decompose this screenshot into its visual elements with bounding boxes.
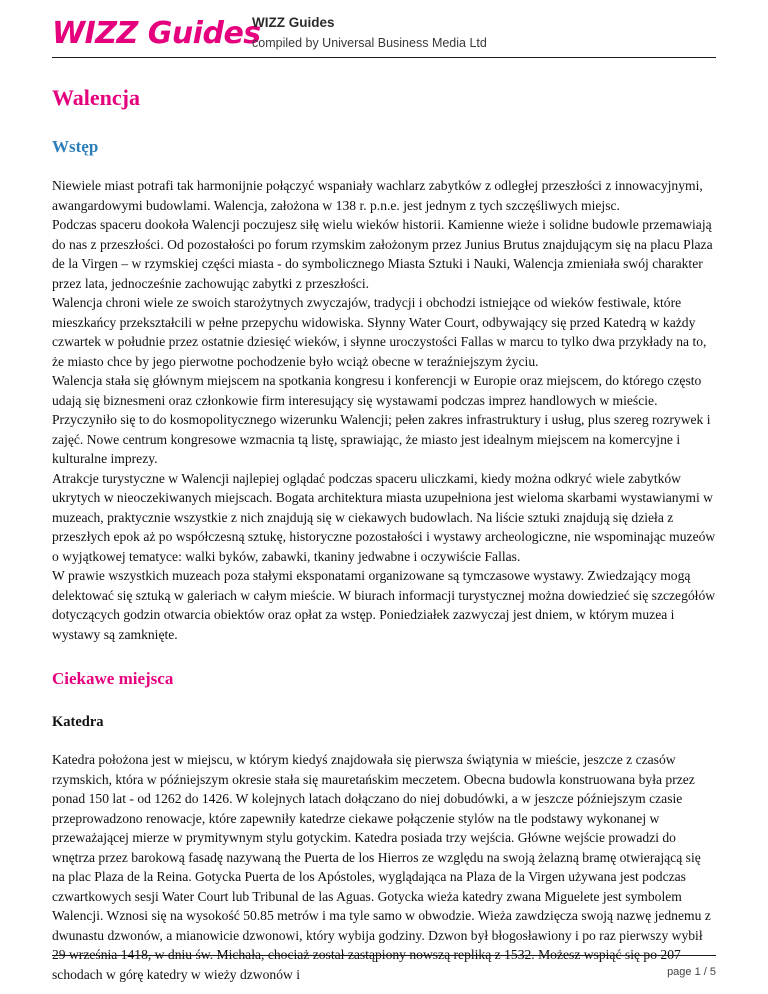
header-divider [52,57,716,58]
section-heading-ciekawe-miejsca: Ciekawe miejsca [52,669,174,688]
katedra-paragraphs [52,750,716,984]
section-heading-wstep: Wstęp [52,137,99,156]
intro-paragraphs [52,176,716,644]
paragraph: Katedra położona jest w miejscu, w którym kiedyś znajdowała się pierwsza świątynia w mieście, jeszcze z czasów rzymskich, która w późniejszym okresie stała się mauretańskim meczetem. Obecna budowla konstruowana była przez ponad 150 lat - od 1262 do 1426. W kolejnych latach dołączano do niej dobudówki, a w jeszcze późniejszym czasie przeprowadzono renowacje, które zapewniły katedrze ciekawe połączenie stylów na tle podstawy wykonanej w przeważającej mierze w prymitywnym stylu gotyckim. Katedra posiada trzy wejścia. Główne wejście prowadzi do wnętrza przez barokową fasadę nazywaną the Puerta de los Hierros ze względu na swoją żelazną bramę otwierającą się na plac Plaza de la Reina. Gotycka Puerta de los Apóstoles, wyglądająca na Plaza de la Virgen używana jest podczas czwartkowych sesji Water Court lub Tribunal de las Aguas. Gotycka wieża katedry zwana Miguelete jest symbolem Walencji. Wznosi się na wysokość 50.85 metrów i ma tyle samo w obwodzie. Wieża zawdzięcza swoją nazwę jednemu z dwunastu dzwonów, a mianowicie dzwonowi, który wybija godziny. Dzwon był błogosławiony i po raz pierwszy wybił 29 września 1418, w dniu św. Michała, chociaż został zastąpiony nowszą repliką z 1532. Możesz wspiąć się po 207 schodach w górę katedry w wieży dzwonów i [52,752,711,982]
header-title: WIZZ Guides [252,15,335,30]
paragraph: W prawie wszystkich muzeach poza stałymi eksponatami organizowane są tymczasowe wystawy. Zwiedzający mogą delektować się sztuką w galeriach w całym mieście. W biurach informacji turystycznej można dowiedzieć się szczegółów dotyczących godzin otwarcia obiektów oraz opłat za wstęp. Poniedziałek zazwyczaj jest dniem, w którym muzea i wystawy są zamknięte. [52,568,716,642]
document-content [52,84,716,984]
subsection-heading-katedra: Katedra [52,714,104,730]
paragraph: Walencja stała się głównym miejscem na spotkania kongresu i konferencji w Europie oraz miejscem, do którego często udają się biznesmeni oraz członkowie firm interesujący się wystawami podczas imprez handlowych w mieście. Przyczyniło się to do kosmopolitycznego wizerunku Walencji; pełen zakres infrastruktury i usług, plus szereg rozrywek i zajęć. Nowe centrum kongresowe wzmacnia tą listę, sprawiając, że miasto jest idealnym miejscem na komercyjne i kulturalne imprezy. [52,373,711,466]
document-header [52,14,728,60]
paragraph: Atrakcje turystyczne w Walencji najlepiej oglądać podczas spaceru uliczkami, kiedy można odkryć wiele zabytków ukrytych w nieoczekiwanych miejscach. Bogata architektura miasta uzupełniona jest wieloma skarbami wystawianymi w muzeach, praktycznie wszystkie z nich znajdują się w ciekawych budowlach. Na liście sztuki znajdują się dzieła z przeszłych epok aż po współczesną sztukę, historyczne pozostałości i wystawy archeologiczne, nie wspominając muzeów o wyjątkowej tematyce: walki byków, zabawki, tkaniny jedwabne i oczywiście Fallas. [52,470,716,564]
page-title: Walencja [52,85,140,110]
paragraph: Niewiele miast potrafi tak harmonijnie połączyć wspaniały wachlarz zabytków z odległej przeszłości z innowacyjnymi, awangardowymi budowlami. Walencja, założona w 138 r. p.n.e. jest jednym z tych szczęśliwych miejsc. [52,178,703,213]
page-number: page 1 / 5 [667,966,716,978]
wizz-guides-logo: WIZZ Guides [52,16,261,51]
paragraph: Podczas spaceru dookoła Walencji poczujesz siłę wielu wieków historii. Kamienne wieże i solidne budowle przemawiają do nas z przeszłości. Od pozostałości po forum rzymskim założonym przez Junius Brutus znajdującym się na placu Plaza de la Virgen – w rzymskiej części miasta - do symbolicznego Miasta Sztuki i Nauki, Walencja zmieniała swój charakter przez lata, jednocześnie zachowując zabytki z przeszłości. [52,217,713,291]
header-subtitle: compiled by Universal Business Media Ltd [252,36,487,50]
header-text-block [252,14,487,52]
footer-divider [52,955,716,956]
paragraph: Walencja chroni wiele ze swoich starożytnych zwyczajów, tradycji i obchodzi istniejące od wieków festiwale, które mieszkańcy przekształcili w pełne przepychu widowiska. Słynny Water Court, odbywający się przed Katedrą w każdy czwartek w południe przez ostatnie dziesięć wieków, i słynne uroczystości Fallas w marcu to tylko dwa przykłady na to, że miasto chce by jego pierwotne pochodzenie było wciąż obecne w teraźniejszym życiu. [52,295,707,369]
